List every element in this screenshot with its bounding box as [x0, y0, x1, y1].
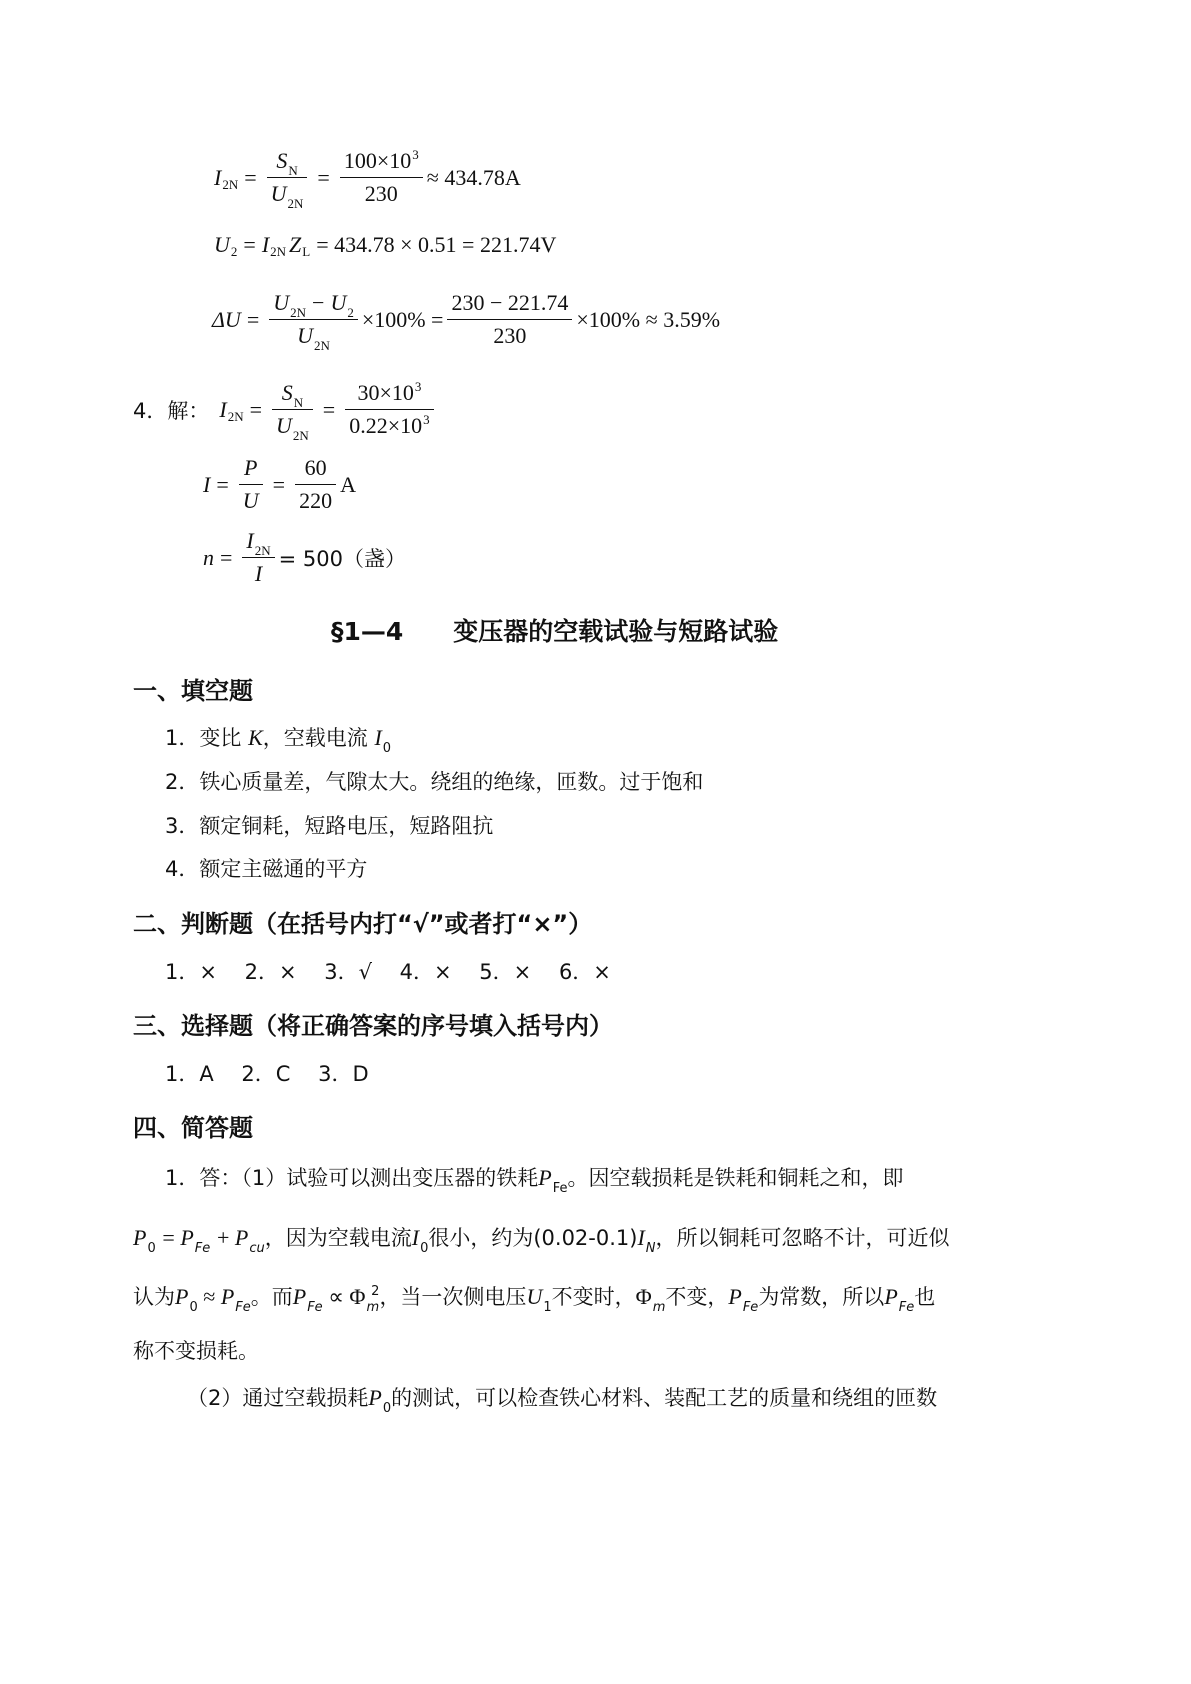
- sub: 0: [189, 1300, 198, 1315]
- text: 1．答：（1）试验可以测出变压器的铁耗: [165, 1166, 539, 1190]
- var-P: P: [220, 1284, 235, 1309]
- rhs: = 500（盏）: [278, 546, 406, 571]
- text: ，所以铜耗可忽略不计，可近似: [655, 1226, 950, 1250]
- den: U: [239, 484, 263, 514]
- sub: m: [652, 1300, 666, 1315]
- sup: 3: [423, 412, 430, 427]
- text: 不变，: [665, 1285, 729, 1309]
- text: 的测试，可以检查铁心材料、装配工艺的质量和绕组的匝数: [391, 1386, 938, 1410]
- var-P: P: [292, 1284, 307, 1309]
- text: 很小，约为(0.02-0.1): [428, 1226, 638, 1250]
- den: U: [297, 323, 314, 348]
- q4-equation-c: [203, 528, 406, 587]
- fraction-numeric: [447, 290, 572, 349]
- part4-paragraph-line-1: [165, 1162, 904, 1196]
- part2-heading: 二、判断题（在括号内打“√”或者打“×”）: [133, 910, 593, 938]
- fraction-sn-over-u2n: [267, 148, 308, 211]
- fraction-i2n-over-i: [242, 528, 274, 587]
- den: 230: [447, 319, 572, 349]
- sub: 2N: [270, 244, 287, 259]
- equation-rated-current: [214, 147, 521, 211]
- text: ，因为空载电流: [264, 1226, 412, 1250]
- equals: =: [244, 164, 257, 190]
- text: 不变时，: [551, 1285, 636, 1309]
- part4-paragraph-line-3: 认为$P_0 \approx P_{Fe}$。而$P_{Fe} \propto \Phi_m^2$，当一次侧电压$U_1$不变时，$\Phi_m$不变，$P_{Fe}$为常数，所以$P_{Fe}$也: [133, 1284, 936, 1315]
- fraction-voltage-drop: [269, 290, 358, 353]
- equation-voltage-regulation: [212, 290, 721, 353]
- sub: 0: [382, 1401, 392, 1416]
- sub: L: [302, 244, 311, 259]
- var-I: I: [203, 471, 211, 497]
- var-I: I: [219, 396, 227, 422]
- var-delta-u: ΔU: [212, 306, 241, 332]
- var-phi: Φ: [635, 1284, 652, 1309]
- part1-item-3: [165, 810, 493, 840]
- sub: N: [288, 163, 298, 178]
- sub-Fe: Fe: [552, 1181, 568, 1196]
- part3-answers: 1．A 2．C 3．D: [165, 1062, 369, 1086]
- result: ×100% ≈ 3.59%: [576, 306, 721, 332]
- item-text: 额定主磁通的平方: [199, 857, 368, 881]
- den: I: [242, 557, 274, 587]
- sub: cu: [249, 1241, 265, 1256]
- item-text: 额定铜耗，短路电压，短路阻抗: [199, 814, 494, 838]
- fraction-p-over-u: [239, 455, 263, 514]
- sub: 2N: [227, 408, 244, 424]
- var-P: P: [368, 1385, 382, 1410]
- item-number: 1．: [165, 726, 200, 750]
- var-U: U: [214, 232, 230, 257]
- fraction-numeric: [345, 380, 433, 439]
- equals: =: [216, 471, 229, 497]
- part1-item-2: [165, 766, 703, 796]
- sub: Fe: [194, 1241, 211, 1256]
- equals: =: [317, 164, 330, 190]
- fraction-sn-over-u2n: [272, 380, 313, 443]
- var-P: P: [133, 1225, 147, 1250]
- equals: =: [246, 306, 260, 332]
- part2-answers: 1．× 2．× 3．√ 4．× 5．× 6．×: [165, 960, 611, 984]
- rhs: = 434.78 × 0.51 = 221.74V: [316, 232, 557, 257]
- text: 。因空载损耗是铁耗和铜耗之和，即: [567, 1166, 904, 1190]
- equation-secondary-voltage: [214, 232, 556, 258]
- sub: 1: [543, 1300, 552, 1315]
- text: 为常数，所以: [758, 1285, 885, 1309]
- var-n: n: [203, 544, 214, 570]
- part4-paragraph-line-5: [187, 1382, 938, 1416]
- item-number: 4．: [165, 857, 200, 881]
- var-P: P: [175, 1284, 189, 1309]
- result: ≈ 434.78A: [426, 164, 521, 190]
- fraction-numeric: [295, 455, 336, 514]
- var-I: I: [411, 1225, 420, 1250]
- num-a: U: [273, 290, 290, 315]
- q4-equation-b: [203, 455, 356, 514]
- minus: −: [312, 290, 325, 315]
- den: U: [276, 413, 292, 438]
- item-number: 2．: [165, 770, 200, 794]
- num: 60: [304, 455, 327, 480]
- item-number: 3．: [165, 814, 200, 838]
- sub: Fe: [898, 1300, 915, 1315]
- num-b: U: [330, 290, 347, 315]
- part3-heading: 三、选择题（将正确答案的序号填入括号内）: [133, 1012, 613, 1040]
- sub: 2N: [222, 176, 239, 192]
- unit: A: [340, 471, 356, 497]
- sub: 2N: [287, 196, 304, 211]
- num: 230 − 221.74: [451, 290, 569, 315]
- sub: 2N: [254, 543, 271, 558]
- sub: 0: [147, 1241, 156, 1256]
- item-text: 铁心质量差，气隙太大。绕组的绝缘，匝数。过于饱和: [199, 770, 704, 794]
- sup: 3: [412, 147, 419, 162]
- sub: Fe: [235, 1300, 251, 1315]
- num: 30×10: [357, 380, 414, 405]
- sup: 2: [371, 1284, 380, 1299]
- equals: =: [220, 544, 233, 570]
- var-P: P: [538, 1165, 552, 1190]
- num: S: [276, 148, 288, 173]
- var-P: P: [234, 1225, 249, 1250]
- equals: =: [272, 471, 286, 497]
- sub: N: [293, 395, 304, 410]
- num: P: [243, 455, 258, 480]
- equals: =: [249, 396, 263, 422]
- var-U: U: [526, 1284, 543, 1309]
- num: 100×10: [343, 148, 412, 173]
- item-text: 变比: [199, 726, 242, 750]
- part1-item-4: [165, 853, 367, 883]
- var-I: I: [374, 725, 382, 750]
- q4-equation-a: [133, 379, 438, 443]
- item-text: ，空载电流: [262, 726, 368, 750]
- var-I: I: [261, 232, 270, 257]
- sub: Fe: [742, 1300, 759, 1315]
- var-Z: Z: [289, 232, 302, 257]
- equals: =: [243, 232, 256, 257]
- den: 220: [295, 484, 336, 514]
- text: 也: [914, 1285, 936, 1309]
- sub: 2N: [290, 305, 307, 320]
- var-P: P: [180, 1225, 194, 1250]
- fraction-numeric: [340, 148, 423, 207]
- sub: 2: [347, 305, 354, 320]
- equals: =: [322, 396, 336, 422]
- den: U: [270, 181, 287, 206]
- part1-item-1: [165, 722, 392, 756]
- part4-paragraph-line-4: 称不变损耗。: [133, 1339, 259, 1363]
- text: ，当一次侧电压: [379, 1285, 527, 1309]
- mid: ×100% =: [361, 306, 444, 332]
- sup: 3: [414, 379, 422, 394]
- sub: 0: [420, 1241, 429, 1256]
- text: 。而: [250, 1285, 293, 1309]
- sub: N: [645, 1241, 656, 1256]
- sub: 2: [230, 244, 238, 259]
- var-P: P: [728, 1284, 742, 1309]
- text: 认为: [133, 1285, 175, 1309]
- var-P: P: [884, 1284, 898, 1309]
- var-I: I: [214, 164, 222, 190]
- part4-heading: 四、简答题: [133, 1114, 253, 1142]
- section-title: §1—4 变压器的空载试验与短路试验: [331, 617, 779, 646]
- den: 230: [340, 177, 423, 207]
- sub: m: [366, 1300, 380, 1315]
- num: I: [246, 528, 254, 553]
- text: （2）通过空载损耗: [187, 1386, 369, 1410]
- sub: 2N: [314, 338, 330, 353]
- var-K: K: [248, 725, 263, 750]
- sub: 0: [382, 741, 392, 756]
- sub: Fe: [307, 1300, 323, 1315]
- sub: 2N: [292, 428, 309, 443]
- part1-heading: 一、填空题: [133, 677, 253, 705]
- var-I: I: [637, 1225, 645, 1250]
- q4-label: 4．解：: [133, 398, 210, 423]
- num: S: [281, 380, 293, 405]
- den: 0.22×10: [349, 413, 423, 438]
- part4-paragraph-line-2: $P_0 = P_{Fe} + P_{cu}$，因为空载电流$I_0$很小，约为$(0.02-0.1)I_N$，所以铜耗可忽略不计，可近似: [133, 1225, 950, 1256]
